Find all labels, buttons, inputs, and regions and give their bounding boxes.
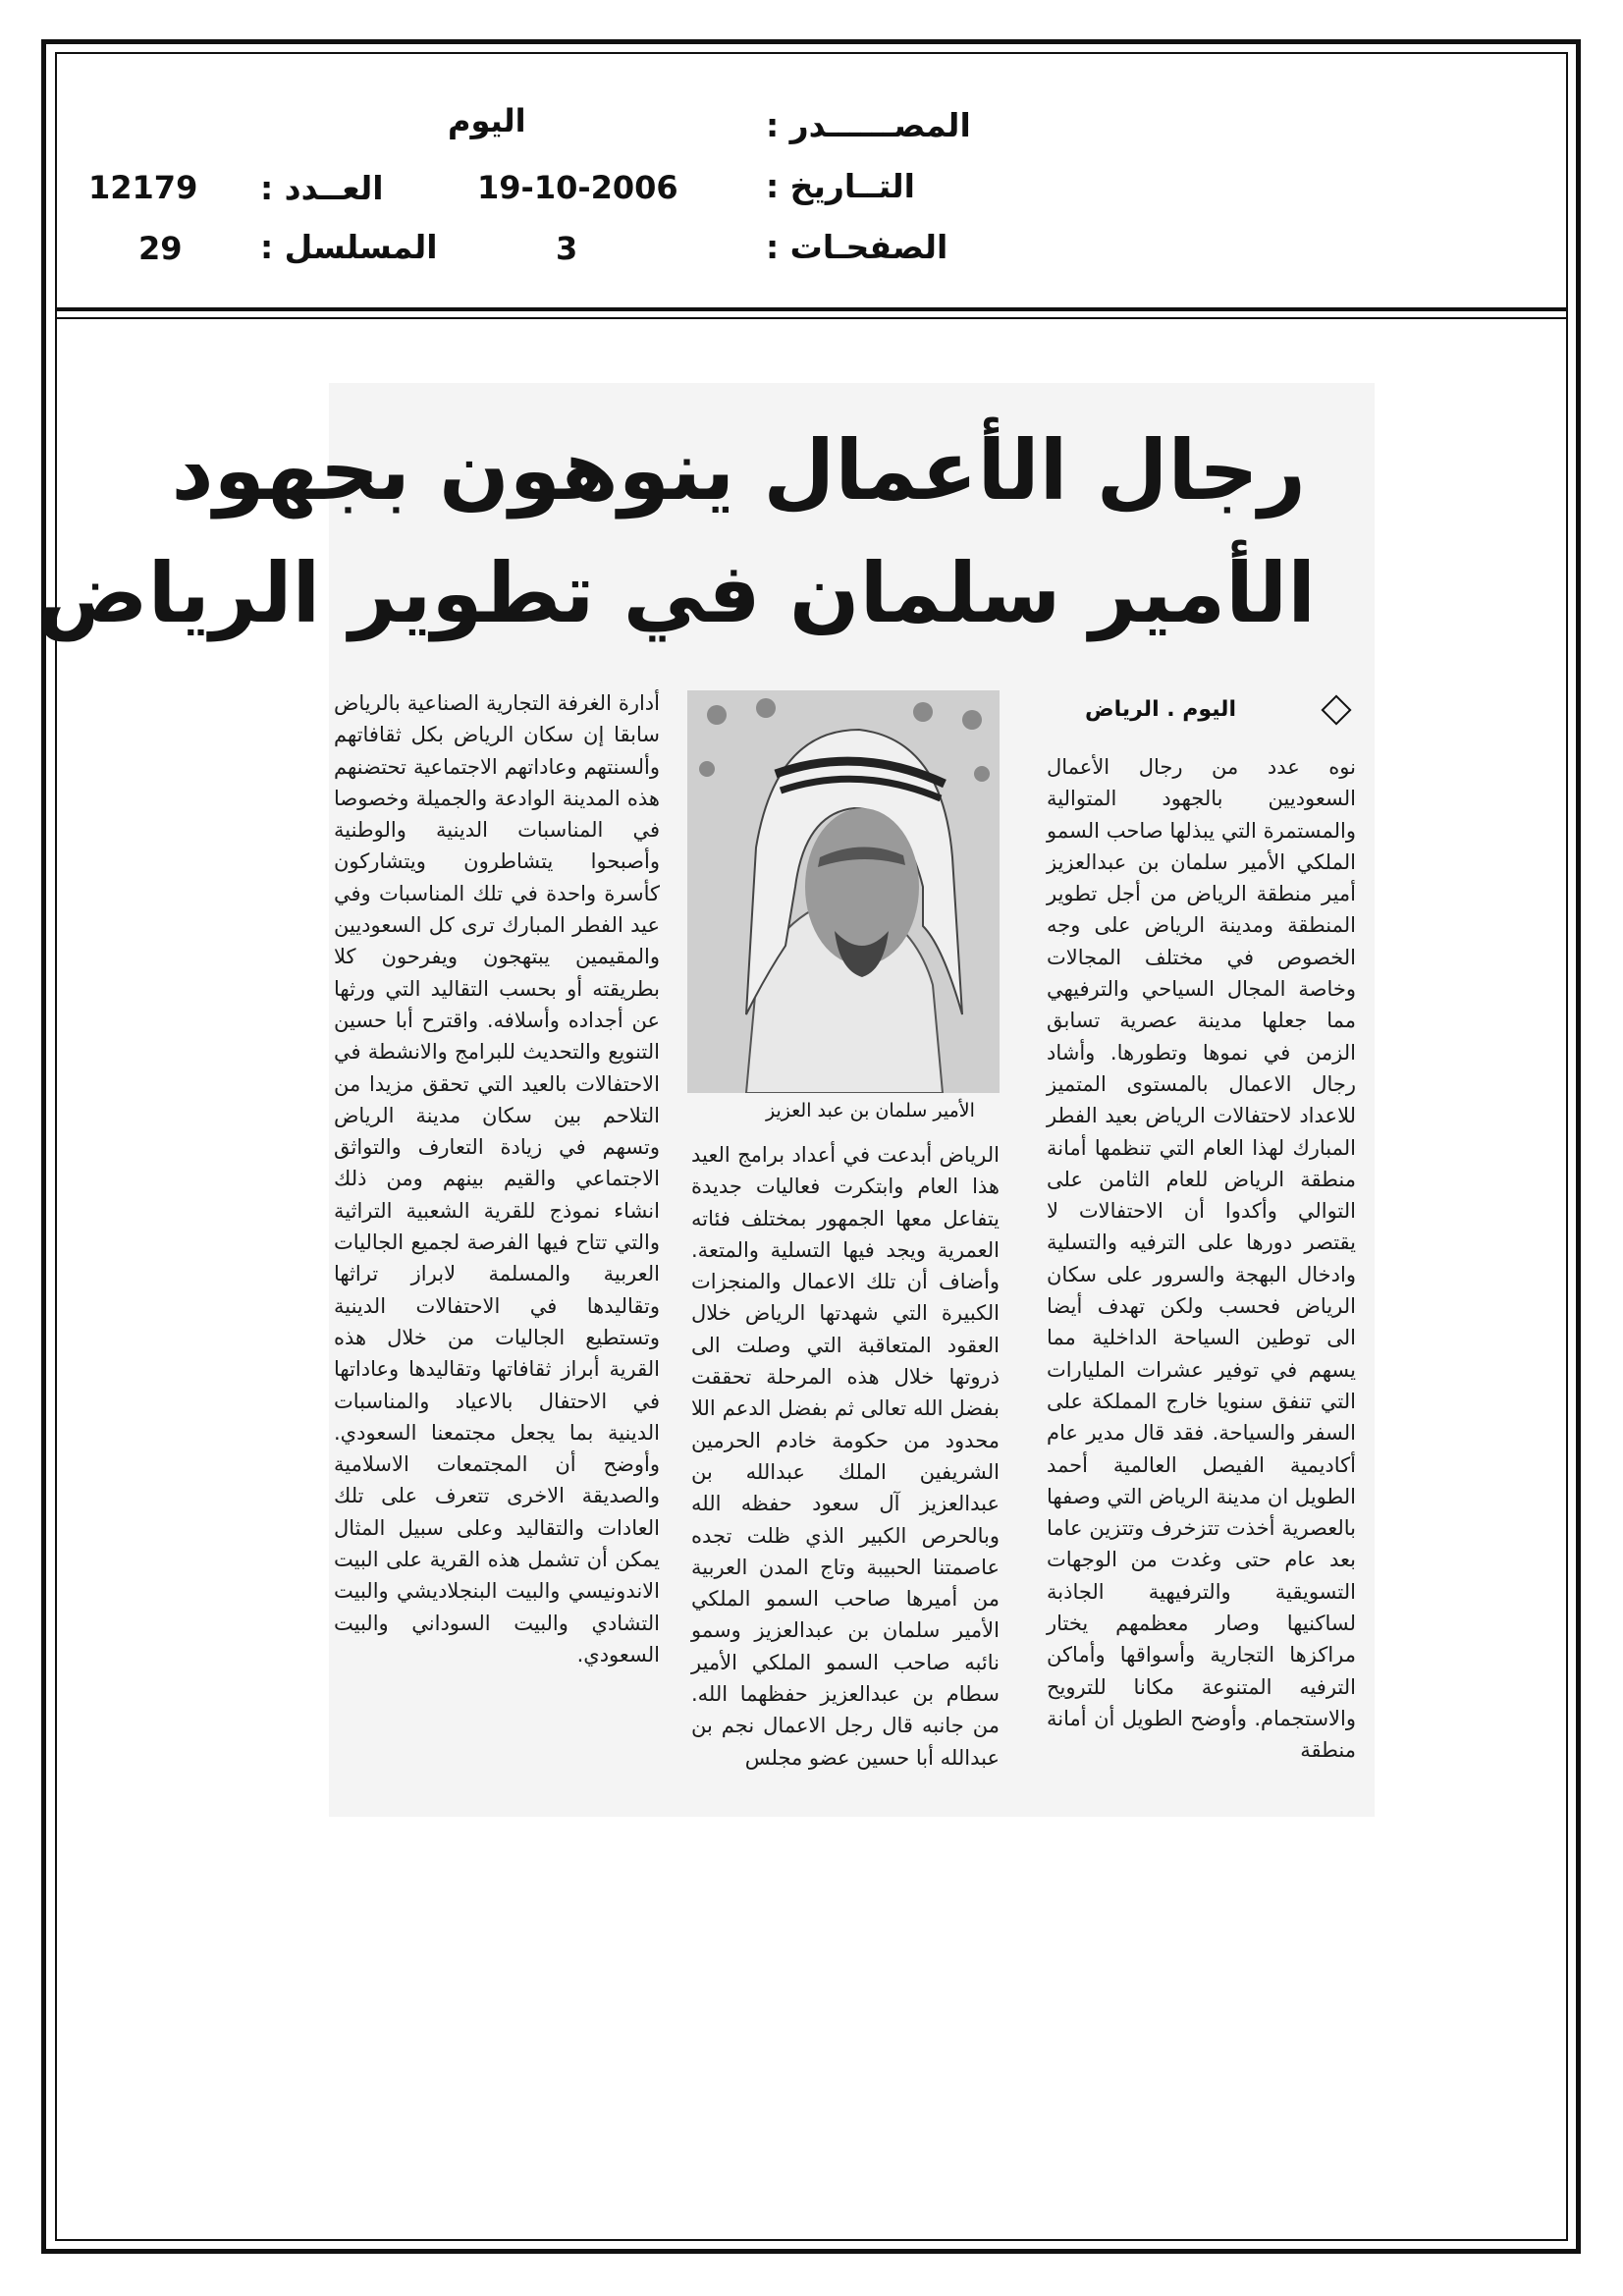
article-column-left	[334, 687, 660, 1812]
source-value: اليوم	[448, 102, 526, 139]
issue-value: 12179	[88, 169, 198, 206]
header-divider-thin	[55, 317, 1568, 319]
headline-line-1: رجال الأعمال ينوهون بجهود	[171, 422, 1306, 519]
article-column-middle	[691, 1139, 1000, 1797]
headline-line-2: الأمير سلمان في تطوير الرياض	[36, 545, 1316, 641]
pages-value: 3	[556, 230, 578, 267]
article-column-right	[1047, 751, 1356, 1807]
column-left-text: أدارة الغرفة التجارية الصناعية بالرياض سابقا إن سكان الرياض بكل ثقافاتهم وألسنتهم وعاداتهم الاجتماعية تحتضنهم هذه المدينة الوادعة والجميلة وخصوصا في المناسبات الدينية والوطنية وأصبحوا يتشاطرون ويتشاركون كأسرة واحدة في تلك المناسبات وفي عيد الفطر المبارك ترى كل السعوديين والمقيمين يبتهجون ويفرحون كلا بطريقته أو بحسب التقاليد التي ورثها عن أجداده وأسلافه. واقترح أبا حسين التنويع والتحديث للبرامج والانشطة في الاحتفالات بالعيد التي تحقق مزيدا من التلاحم بين سكان مدينة الرياض وتسهم في زيادة التعارف والتواثق الاجتماعي والقيم بينهم ومن ذلك انشاء نموذج للقرية الشعبية التراثية والتي تتاح فيها الفرصة لجميع الجاليات العربية والمسلمة لابراز تراثها وتقاليدها في الاحتفالات الدينية وتستطيع الجاليات من خلال هذه القرية أبراز ثقافاتها وتقاليدها وعاداتها في الاحتفال بالاعياد والمناسبات الدينية بما يجعل مجتمعنا السعودي. وأوضح أن المجتمعات الاسلامية والصديقة الاخرى تتعرف على تلك العادات والتقاليد وعلى سبيل المثال يمكن أن تشمل هذه القرية على البيت الاندونيسي والبيت البنجلاديشي والبيت التشادي والبيت السوداني والبيت السعودي.	[334, 691, 660, 1667]
serial-value: 29	[138, 230, 183, 267]
prince-photo	[687, 690, 1000, 1093]
header-divider	[55, 307, 1568, 311]
date-label: التــاريخ :	[766, 167, 915, 205]
portrait-image	[687, 690, 1000, 1093]
column-right-text: نوه عدد من رجال الأعمال السعوديين بالجهود المتوالية والمستمرة التي يبذلها صاحب السمو الملكي الأمير سلمان بن عبدالعزيز أمير منطقة الرياض من أجل تطوير المنطقة ومدينة الرياض على وجه الخصوص في مختلف المجالات وخاصة المجال السياحي والترفيهي مما جعلها مدينة عصرية تسابق الزمن في نموها وتطورها. وأشاد رجال الاعمال بالمستوى المتميز للاعداد لاحتفالات الرياض بعيد الفطر المبارك لهذا العام التي تنظمها أمانة منطقة الرياض للعام الثامن على التوالي وأكدوا أن الاحتفالات لا يقتصر دورها على الترفيه والتسلية وادخال البهجة والسرور على سكان الرياض فحسب ولكن تهدف أيضا الى توطين السياحة الداخلية مما يسهم في توفير عشرات المليارات التي تنفق سنويا خارج المملكة على السفر والسياحة. فقد قال مدير عام أكاديمية الفيصل العالمية أحمد الطويل ان مدينة الرياض التي وصفها بالعصرية أخذت تتزخرف وتتزين عاما بعد عام حتى وغدت من الوجهات التسويقية والترفيهية الجاذبة لساكنيها وصار معظمهم يختار مراكزها التجارية وأسواقها وأماكن الترفيه المتنوعة مكانا للترويح والاستجمام. وأوضح الطويل أن أمانة منطقة	[1047, 755, 1356, 1763]
pages-label: الصفحـات :	[766, 228, 948, 266]
issue-label: العــدد :	[260, 169, 384, 207]
column-middle-text: الرياض أبدعت في أعداد برامج العيد هذا العام وابتكرت فعاليات جديدة يتفاعل معها الجمهور بمختلف فئاته العمرية ويجد فيها التسلية والمتعة. وأضاف أن تلك الاعمال والمنجزات الكبيرة التي شهدتها الرياض خلال العقود المتعاقبة التي وصلت الى ذروتها خلال هذه المرحلة تحققت بفضل الله تعالى ثم بفضل الدعم اللا محدود من حكومة خادم الحرمين الشريفين الملك عبدالله بن عبدالعزيز آل سعود حفظه الله وبالحرص الكبير الذي ظلت تجده عاصمتنا الحبيبة وتاج المدن العربية من أميرها صاحب السمو الملكي الأمير سلمان بن عبدالعزيز وسمو نائبه صاحب السمو الملكي الأمير سطام بن عبدالعزيز حفظهما الله. من جانبه قال رجل الاعمال نجم بن عبدالله أبا حسين عضو مجلس	[691, 1143, 1000, 1770]
date-value: 19-10-2006	[477, 169, 678, 206]
photo-caption: الأمير سلمان بن عبد العزيز	[766, 1100, 975, 1121]
serial-label: المسلسل :	[260, 228, 438, 266]
byline: اليوم . الرياض	[1085, 697, 1236, 722]
source-label: المصــــــدر :	[766, 106, 971, 144]
